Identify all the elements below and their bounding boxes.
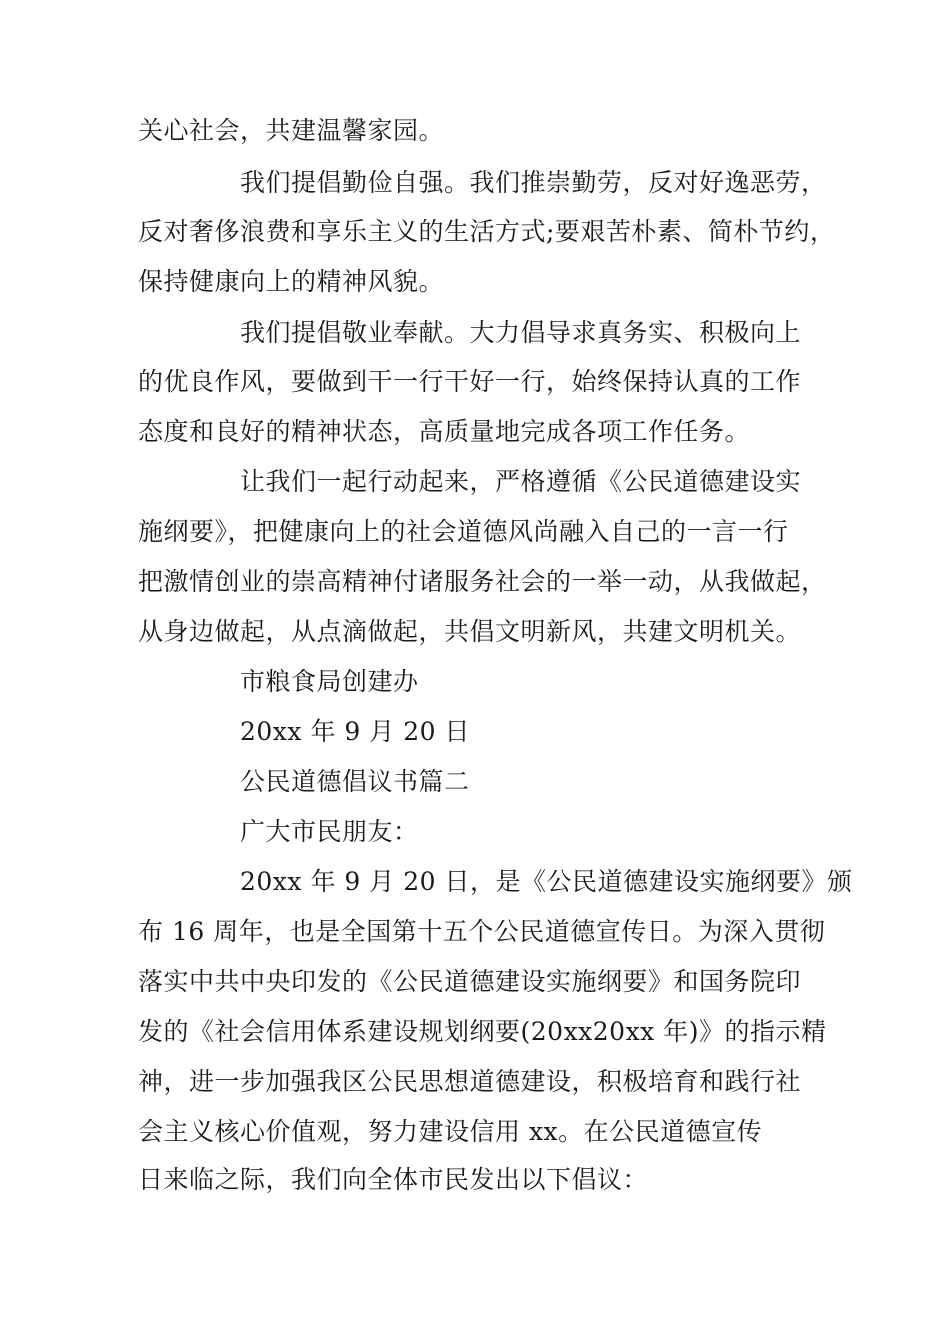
paragraph-dedication-line-3: 态度和良好的精神状态，高质量地完成各项工作任务。 [138, 417, 751, 446]
paragraph-diligence-line-1: 我们提倡勤俭自强。我们推崇勤劳，反对好逸恶劳， [240, 168, 827, 197]
section-title: 公民道德倡议书篇二 [240, 767, 470, 796]
paragraph-diligence-line-2: 反对奢侈浪费和享乐主义的生活方式;要艰苦朴素、简朴节约， [138, 217, 836, 246]
paragraph-action-line-3: 把激情创业的崇高精神付诸服务社会的一举一动，从我做起， [138, 567, 827, 596]
paragraph-diligence-line-3: 保持健康向上的精神风貌。 [138, 267, 445, 296]
paragraph-intro-line-1: 20xx 年 9 月 20 日，是《公民道德建设实施纲要》颁 [240, 867, 853, 896]
paragraph-action-line-4: 从身边做起，从点滴做起，共倡文明新风，共建文明机关。 [138, 617, 802, 646]
salutation: 广大市民朋友： [240, 817, 419, 846]
paragraph-intro-line-2: 布 16 周年，也是全国第十五个公民道德宣传日。为深入贯彻 [138, 917, 826, 946]
paragraph-action-line-2: 施纲要》，把健康向上的社会道德风尚融入自己的一言一行 [138, 517, 789, 546]
paragraph-dedication-line-1: 我们提倡敬业奉献。大力倡导求真务实、积极向上 [240, 318, 802, 347]
paragraph-dedication-line-2: 的优良作风，要做到干一行干好一行，始终保持认真的工作 [138, 367, 802, 396]
paragraph-intro-line-3: 落实中共中央印发的《公民道德建设实施纲要》和国务院印 [138, 967, 802, 996]
paragraph-intro-line-4: 发的《社会信用体系建设规划纲要(20xx20xx 年)》的指示精 [138, 1017, 827, 1046]
text-line-1: 关心社会，共建温馨家园。 [138, 116, 445, 145]
paragraph-intro-line-6: 会主义核心价值观，努力建设信用 xx。在公民道德宣传 [138, 1117, 763, 1146]
paragraph-action-line-1: 让我们一起行动起来，严格遵循《公民道德建设实 [240, 467, 802, 496]
signature-date: 20xx 年 9 月 20 日 [240, 717, 470, 746]
signature-organization: 市粮食局创建办 [240, 667, 419, 696]
paragraph-intro-line-5: 神，进一步加强我区公民思想道德建设，积极培育和践行社 [138, 1067, 802, 1096]
paragraph-intro-line-7: 日来临之际，我们向全体市民发出以下倡议： [138, 1165, 649, 1194]
